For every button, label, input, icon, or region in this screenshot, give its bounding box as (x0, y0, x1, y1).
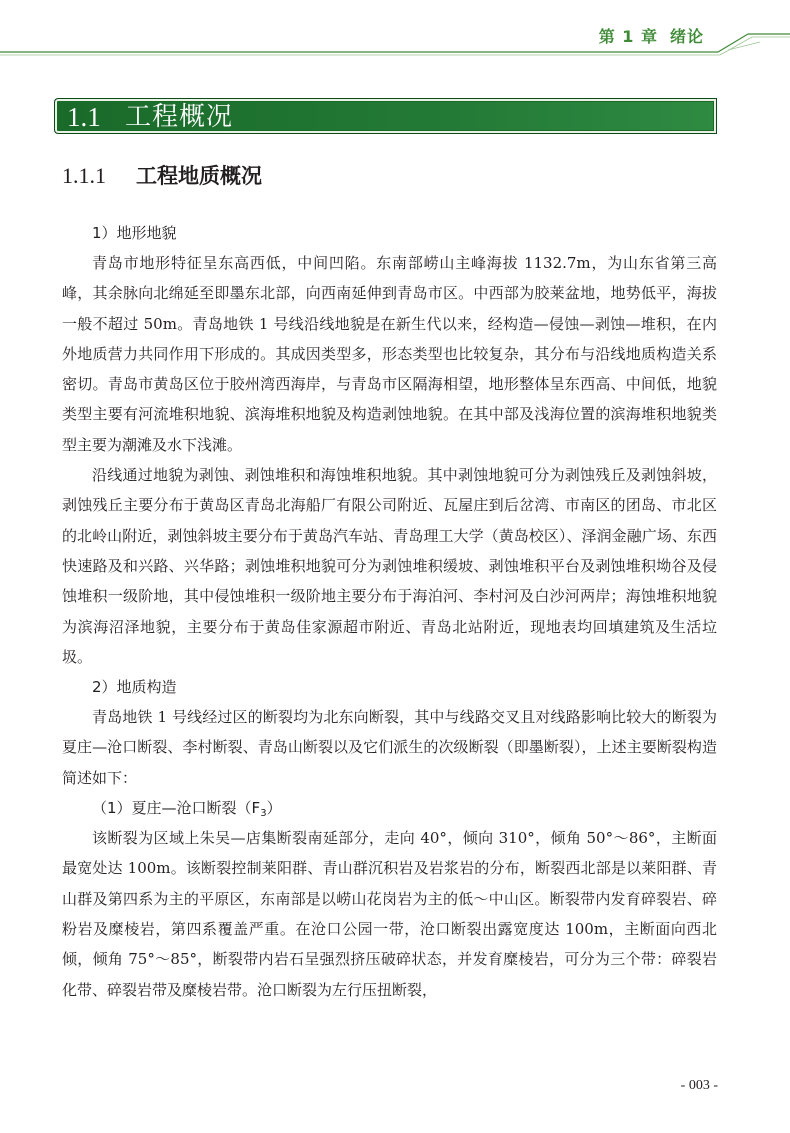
paragraph-fault-f3: 该断裂为区域上朱吴—店集断裂南延部分，走向 40°，倾向 310°，倾角 50°～86°，主断面最宽处达 100m。该断裂控制莱阳群、青山群沉积岩及岩浆岩的分布，断裂西北部是以莱阳群、青山群及第四系为主的平原区，东南部是以崂山花岗岩为主的低～中山区。断裂带内发育碎裂岩、碎粉岩及糜棱岩，第四系覆盖严重。在沧口公园一带，沧口断裂出露宽度达 100m，主断面向西北倾，倾角 75°～85°，断裂带内岩石呈强烈挤压破碎状态，并发育糜棱岩，可分为三个带：碎裂岩化带、碎裂岩带及糜棱岩带。沧口断裂为左行压扭断裂， (62, 829, 717, 999)
paragraph-topography-1: 青岛市地形特征呈东高西低，中间凹陷。东南部崂山主峰海拔 1132.7m，为山东省第三高峰，其余脉向北绵延至即墨东北部，向西南延伸到青岛市区。中西部为胶莱盆地，地势低平，海拔一般不超过 50m。青岛地铁 1 号线沿线地貌是在新生代以来，经构造—侵蚀—剥蚀—堆积，在内外地质营力共同作用下形成的。其成因类型多，形态类型也比较复杂，其分布与沿线地质构造关系密切。青岛市黄岛区位于胶州湾西海岸，与青岛市区隔海相望，地形整体呈东西高、中间低，地貌类型主要有河流堆积地貌、滨海堆积地貌及构造剥蚀地貌。在其中部及浅海位置的滨海堆积地貌类型主要为潮滩及水下浅滩。 (62, 254, 717, 454)
chapter-label: 第 1 章 (598, 27, 658, 46)
heading-fault-f3 (62, 793, 717, 823)
section-title: 工程概况 (125, 102, 234, 132)
page-number: - 003 - (680, 1078, 718, 1093)
heading-fault-f3-subscript: 3 (260, 808, 267, 820)
paragraph-topography-2: 沿线通过地貌为剥蚀、剥蚀堆积和海蚀堆积地貌。其中剥蚀地貌可分为剥蚀残丘及剥蚀斜坡，剥蚀残丘主要分布于黄岛区青岛北海船厂有限公司附近、瓦屋庄到后岔湾、市南区的团岛、市北区的北岭山附近，剥蚀斜坡主要分布于黄岛汽车站、青岛理工大学（黄岛校区）、泽润金融广场、东西快速路及和兴路、兴华路；剥蚀堆积地貌可分为剥蚀堆积缓坡、剥蚀堆积平台及剥蚀堆积坳谷及侵蚀堆积一级阶地，其中侵蚀堆积一级阶地主要分布于海泊河、李村河及白沙河两岸；海蚀堆积地貌为滨海沼泽地貌，主要分布于黄岛佳家源超市附近、青岛北站附近，现地表均回填建筑及生活垃圾。 (62, 466, 717, 666)
chapter-title: 绪论 (669, 27, 704, 46)
subsection-heading (62, 161, 262, 192)
body-content (62, 216, 717, 1005)
subsection-title: 工程地质概况 (136, 164, 262, 188)
chapter-header (599, 24, 704, 47)
running-header (0, 0, 790, 60)
heading-fault-f3-suffix: ） (266, 799, 282, 818)
paragraph-structure-intro: 青岛地铁 1 号线经过区的断裂均为北东向断裂，其中与线路交叉且对线路影响比较大的断裂为夏庄—沧口断裂、李村断裂、青岛山断裂以及它们派生的次级断裂（即墨断裂），上述主要断裂构造简述如下： (62, 708, 717, 787)
heading-topography: 1）地形地貌 (92, 224, 177, 242)
heading-geologic-structure: 2）地质构造 (92, 678, 177, 697)
heading-fault-f3-prefix: （1）夏庄—沧口断裂（F (92, 799, 261, 818)
subsection-number: 1.1.1 (62, 163, 106, 188)
section-banner (54, 98, 717, 134)
section-number: 1.1 (67, 102, 101, 132)
